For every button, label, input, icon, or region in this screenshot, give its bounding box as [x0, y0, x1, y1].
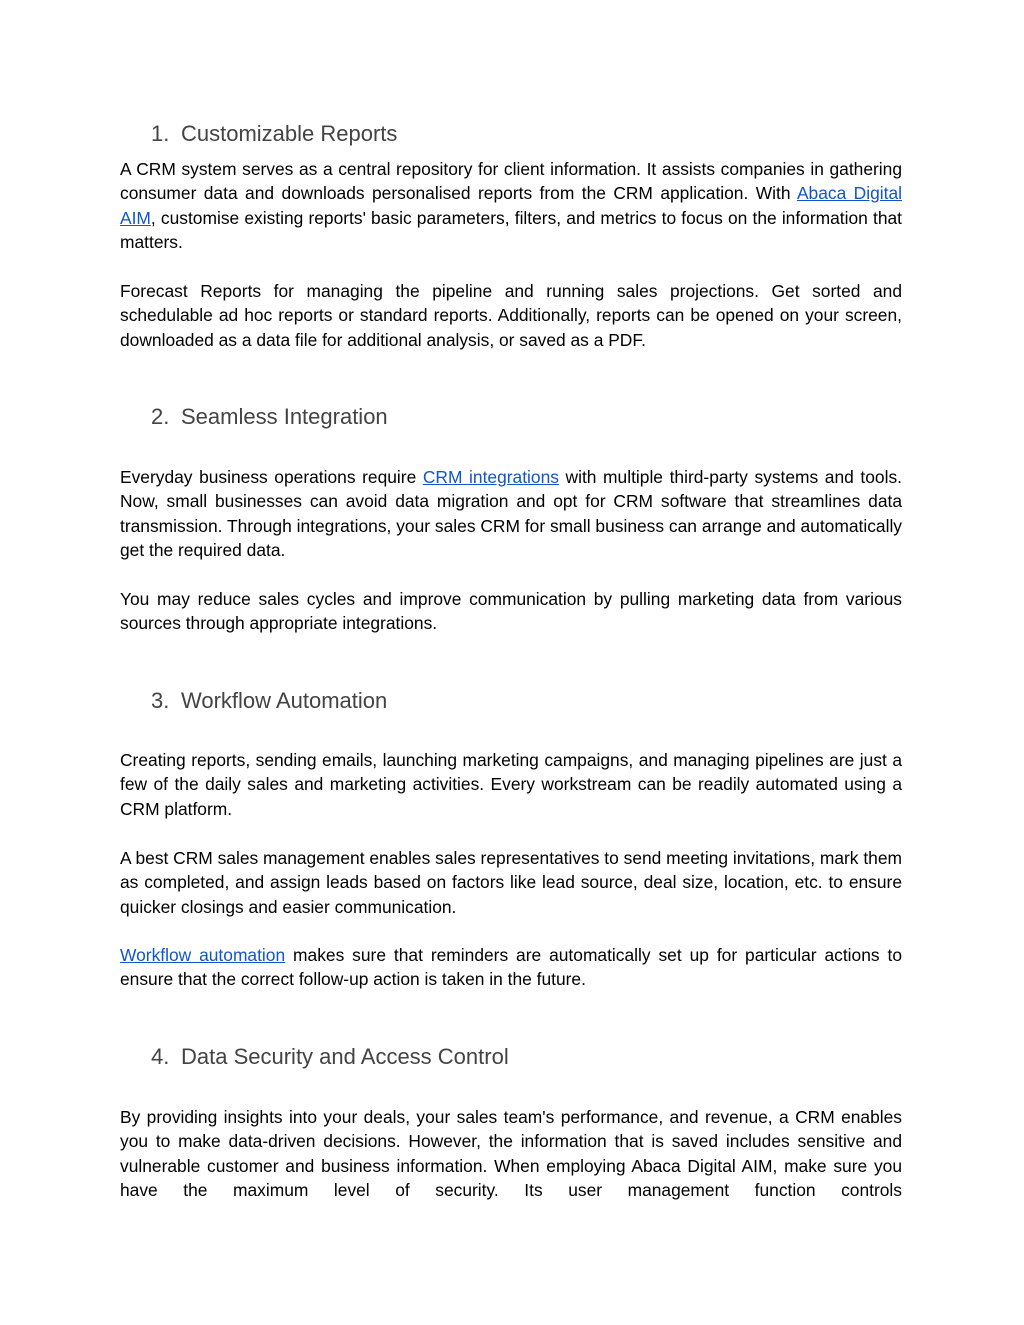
abaca-digital-aim-link[interactable]: Abaca Digital AIM: [120, 183, 902, 228]
paragraph-text: A CRM system serves as a central repository for client information. It assists companies in gathering consumer data and downloads personalised reports from the CRM application. With: [120, 159, 902, 204]
paragraph-text: Everyday business operations require: [120, 467, 423, 487]
paragraph: By providing insights into your deals, your sales team's performance, and revenue, a CRM enables you to make data-driven decisions. However, the information that is saved includes sensitive and vulnerable customer and business information. When employing Abaca Digital AIM, make sure you have the maximum level of security. Its user management function controls: [120, 1107, 902, 1200]
section-title: Workflow Automation: [181, 688, 388, 713]
paragraph: [120, 465, 902, 562]
crm-integrations-link[interactable]: CRM integrations: [422, 467, 559, 487]
paragraph: A best CRM sales management enables sales representatives to send meeting invitations, mark them as completed, and assign leads based on factors like lead source, deal size, location, etc. to ensure quicker closings and easier communication.: [120, 848, 903, 917]
section-heading-data-security: [151, 1044, 509, 1070]
paragraph: You may reduce sales cycles and improve communication by pulling marketing data from various sources through appropriate integrations.: [120, 589, 902, 634]
section-title: Data Security and Access Control: [181, 1044, 509, 1069]
section-heading-seamless-integration: [151, 404, 388, 430]
paragraph: [120, 157, 902, 254]
workflow-automation-link[interactable]: Workflow automation: [120, 945, 286, 965]
section-number: 3.: [151, 688, 170, 713]
section-number: 1.: [151, 121, 170, 146]
section-title: Seamless Integration: [181, 404, 388, 429]
section-number: 2.: [151, 404, 170, 429]
paragraph: [120, 943, 902, 992]
paragraph-text: with multiple third-party systems and tools. Now, small businesses can avoid data migration and opt for CRM software that streamlines data transmission. Through integrations, your sales CRM for small business can arrange and automatically get the required data.: [120, 467, 902, 560]
paragraph: Creating reports, sending emails, launching marketing campaigns, and managing pipelines are just a few of the daily sales and marketing activities. Every workstream can be readily automated using a CRM platform.: [120, 750, 902, 819]
section-title: Customizable Reports: [181, 121, 398, 146]
paragraph-text: makes sure that reminders are automatically set up for particular actions to ensure that the correct follow-up action is taken in the future.: [120, 945, 902, 990]
section-heading-customizable-reports: [151, 121, 397, 147]
paragraph-text: , customise existing reports' basic parameters, filters, and metrics to focus on the information that matters.: [120, 207, 902, 252]
section-heading-workflow-automation: [151, 688, 387, 714]
paragraph: Forecast Reports for managing the pipeline and running sales projections. Get sorted and schedulable ad hoc reports or standard reports. Additionally, reports can be opened on your screen, downloaded as a data file for additional analysis, or saved as a PDF.: [120, 281, 902, 350]
section-number: 4.: [151, 1044, 170, 1069]
